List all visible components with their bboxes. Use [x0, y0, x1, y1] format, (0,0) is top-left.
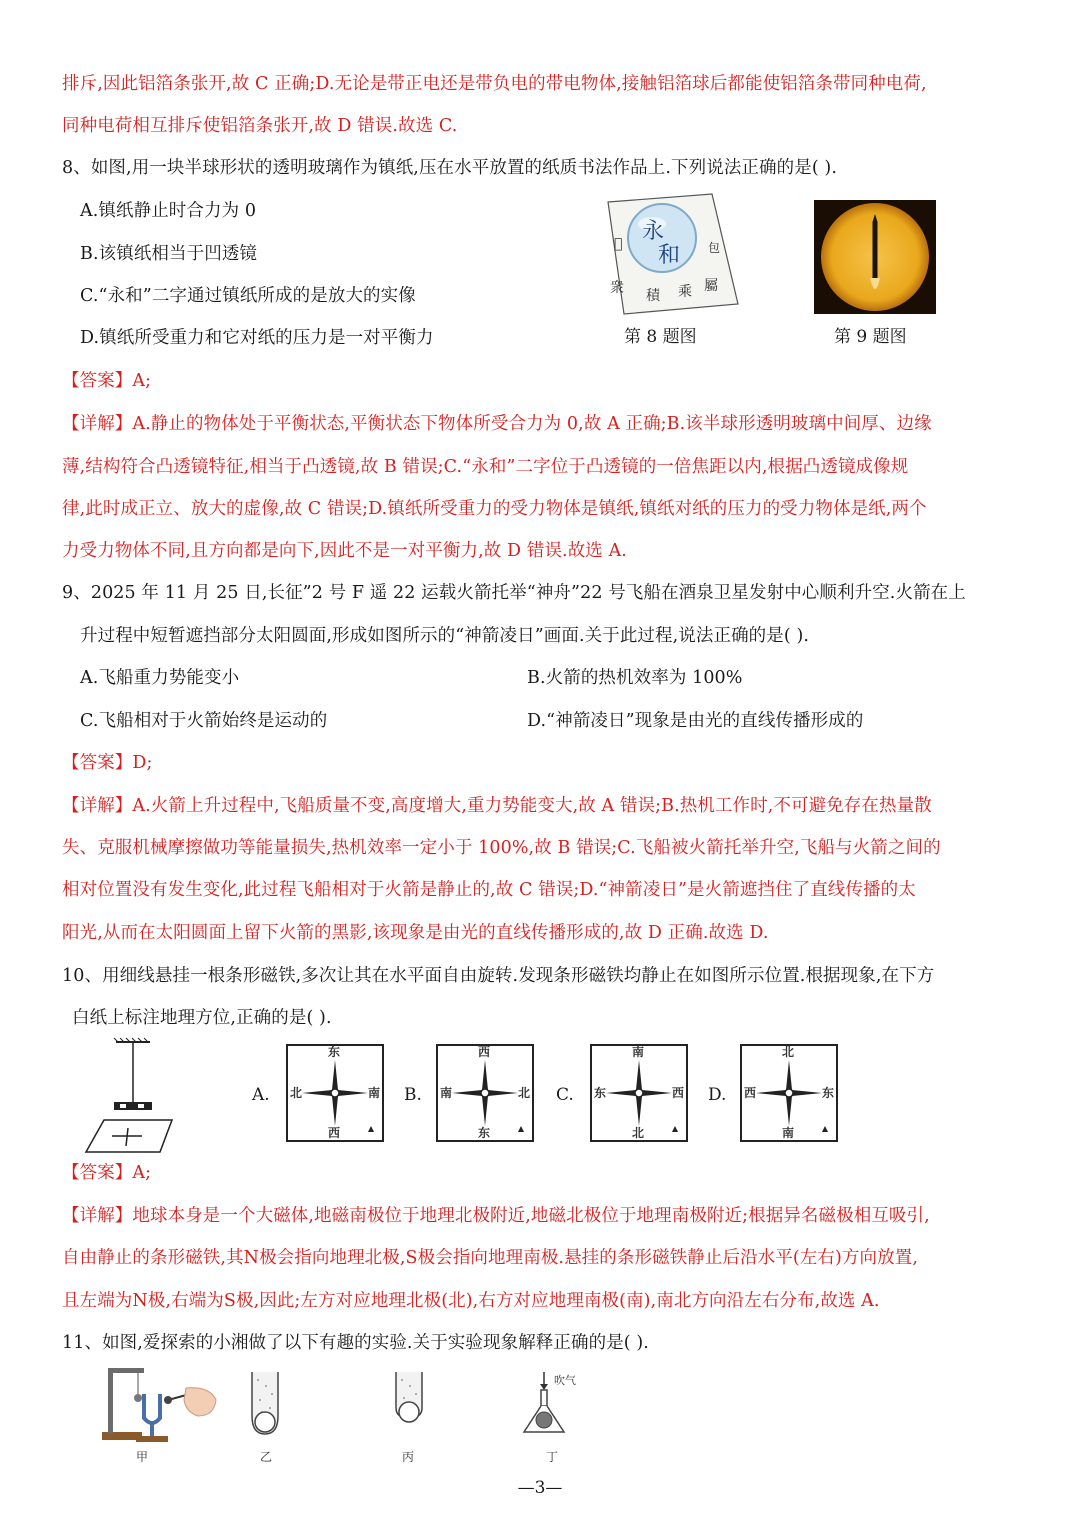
direction-bottom: 南	[782, 1126, 795, 1140]
figure-9-rocket-sun	[814, 200, 936, 314]
q8-option-b: B.该镇纸相当于凹透镜	[80, 244, 258, 264]
question-11-stem: 11、如图,爱探索的小湘做了以下有趣的实验.关于实验现象解释正确的是( ).	[62, 1333, 649, 1353]
direction-right: 东	[822, 1086, 835, 1100]
q9-option-b: B.火箭的热机效率为 100%	[527, 668, 743, 688]
q10-answer: 【答案】A;	[62, 1163, 152, 1183]
q9-detail-line: 阳光,从而在太阳圆面上留下火箭的黑影,该现象是由光的直线传播形成的,故 D 正确.故选 D.	[62, 923, 769, 943]
direction-bottom: 北	[632, 1126, 645, 1140]
svg-text:包: 包	[708, 241, 721, 255]
figure-bing-tube	[392, 1368, 426, 1428]
question-8-stem: 8、如图,用一块半球形状的透明玻璃作为镇纸,压在水平放置的纸质书法作品上.下列说法正确的是( ).	[62, 158, 837, 178]
figure-ding-label: 丁	[546, 1450, 559, 1464]
q8-answer: 【答案】A;	[62, 371, 152, 391]
figure-8-paperweight	[600, 192, 740, 316]
svg-text:屬: 屬	[704, 278, 718, 294]
q9-option-c: C.飞船相对于火箭始终是运动的	[80, 711, 328, 731]
q9-detail-line: 相对位置没有发生变化,此过程飞船相对于火箭是静止的,故 C 错误;D.“神箭凌日”是火箭遮挡住了直线传播的太	[62, 880, 916, 900]
q10-choice-d-box	[740, 1044, 838, 1142]
figure-bing-label: 丙	[402, 1450, 415, 1464]
q8-detail-line: 律,此时成正立、放大的虚像,故 C 错误;D.镇纸所受重力的受力物体是镇纸,镇纸对纸的压力的受力物体是纸,两个	[62, 499, 927, 519]
direction-top: 北	[782, 1045, 795, 1059]
bar-magnet	[114, 1102, 152, 1110]
direction-left: 东	[594, 1086, 607, 1100]
question-9-stem: 升过程中短暂遮挡部分太阳圆面,形成如图所示的“神箭凌日”画面.关于此过程,说法正确的是( ).	[80, 626, 810, 646]
direction-right: 南	[368, 1086, 381, 1100]
q10-detail-line: 【详解】地球本身是一个大磁体,地磁南极位于地理北极附近,地磁北极位于地理南极附近;根据异名磁极相互吸引,	[62, 1206, 930, 1226]
figure-10-hanging-magnet	[80, 1036, 180, 1156]
explanation-line: 同种电荷相互排斥使铝箔条张开,故 D 错误.故选 C.	[62, 116, 458, 136]
svg-text:積: 積	[646, 288, 660, 304]
q10-choice-a-box	[286, 1044, 384, 1142]
q10-choice-a-label: A.	[252, 1085, 270, 1105]
direction-left: 北	[290, 1086, 303, 1100]
direction-top: 东	[328, 1045, 341, 1059]
q10-choice-b-box	[436, 1044, 534, 1142]
figure-jia-tuning-fork	[98, 1360, 222, 1444]
q10-choice-c-label: C.	[556, 1085, 574, 1105]
q9-option-d: D.“神箭凌日”现象是由光的直线传播形成的	[527, 711, 864, 731]
q10-detail-line: 且左端为N极,右端为S极,因此;左方对应地理北极(北),右方对应地理南极(南),南北方向沿左右分布,故选 A.	[62, 1291, 880, 1311]
explanation-line: 排斥,因此铝箔条张开,故 C 正确;D.无论是带正电还是带负电的带电物体,接触铝箔球后都能使铝箔条带同种电荷,	[62, 74, 927, 94]
svg-text:𠄀: 𠄀	[614, 236, 623, 252]
direction-bottom: 东	[478, 1126, 491, 1140]
figure-yi-tube	[248, 1368, 282, 1438]
q9-option-a: A.飞船重力势能变小	[80, 668, 240, 688]
direction-left: 南	[440, 1086, 453, 1100]
q8-option-d: D.镇纸所受重力和它对纸的压力是一对平衡力	[80, 328, 434, 348]
q9-answer: 【答案】D;	[62, 753, 153, 773]
blow-air-label: 吹气	[554, 1374, 576, 1387]
direction-left: 西	[744, 1086, 757, 1100]
figure-yi-label: 乙	[260, 1450, 273, 1464]
direction-right: 西	[672, 1086, 685, 1100]
question-9-stem: 9、2025 年 11 月 25 日,长征”2 号 F 遥 22 运载火箭托举“神舟”22 号飞船在酒泉卫星发射中心顺利升空.火箭在上	[62, 583, 966, 603]
page-number: —3—	[517, 1478, 563, 1498]
q8-option-a: A.镇纸静止时合力为 0	[80, 201, 257, 221]
figure-9-caption: 第 9 题图	[834, 327, 907, 347]
q8-detail-line: 薄,结构符合凸透镜特征,相当于凸透镜,故 B 错误;C.“永和”二字位于凸透镜的一倍焦距以内,根据凸透镜成像规	[62, 457, 909, 477]
question-10-stem: 10、用细线悬挂一根条形磁铁,多次让其在水平面自由旋转.发现条形磁铁均静止在如图所示位置.根据现象,在下方	[62, 966, 935, 986]
q9-detail-line: 【详解】A.火箭上升过程中,飞船质量不变,高度增大,重力势能变大,故 A 错误;B.热机工作时,不可避免存在热量散	[62, 796, 932, 816]
q8-detail-line: 力受力物体不同,且方向都是向下,因此不是一对平衡力,故 D 错误.故选 A.	[62, 541, 627, 561]
q8-option-c: C.“永和”二字通过镇纸所成的是放大的实像	[80, 286, 416, 306]
q10-detail-line: 自由静止的条形磁铁,其N极会指向地理北极,S极会指向地理南极.悬挂的条形磁铁静止后沿水平(左右)方向放置,	[62, 1248, 919, 1268]
q10-choice-c-box	[590, 1044, 688, 1142]
direction-top: 南	[632, 1045, 645, 1059]
fig8-char-yong: 永	[642, 219, 665, 244]
figure-8-caption: 第 8 题图	[624, 327, 697, 347]
fig8-char-he: 和	[658, 243, 681, 268]
q10-choice-b-label: B.	[404, 1085, 422, 1105]
rocket-icon	[873, 222, 878, 278]
figure-jia-label: 甲	[136, 1450, 149, 1464]
q8-detail-line: 【详解】A.静止的物体处于平衡状态,平衡状态下物体所受合力为 0,故 A 正确;B.该半球形透明玻璃中间厚、边缘	[62, 414, 932, 434]
direction-right: 北	[518, 1086, 531, 1100]
direction-top: 西	[478, 1045, 491, 1059]
q9-detail-line: 失、克服机械摩擦做功等能量损失,热机效率一定小于 100%,故 B 错误;C.飞船被火箭托举升空,飞船与火箭之间的	[62, 838, 941, 858]
svg-text:衆: 衆	[610, 280, 624, 296]
svg-text:乘: 乘	[678, 284, 692, 300]
arrow-down-icon	[540, 1384, 548, 1390]
direction-bottom: 西	[328, 1126, 341, 1140]
question-10-stem: 白纸上标注地理方位,正确的是( ).	[72, 1008, 332, 1028]
q10-choice-d-label: D.	[708, 1085, 727, 1105]
